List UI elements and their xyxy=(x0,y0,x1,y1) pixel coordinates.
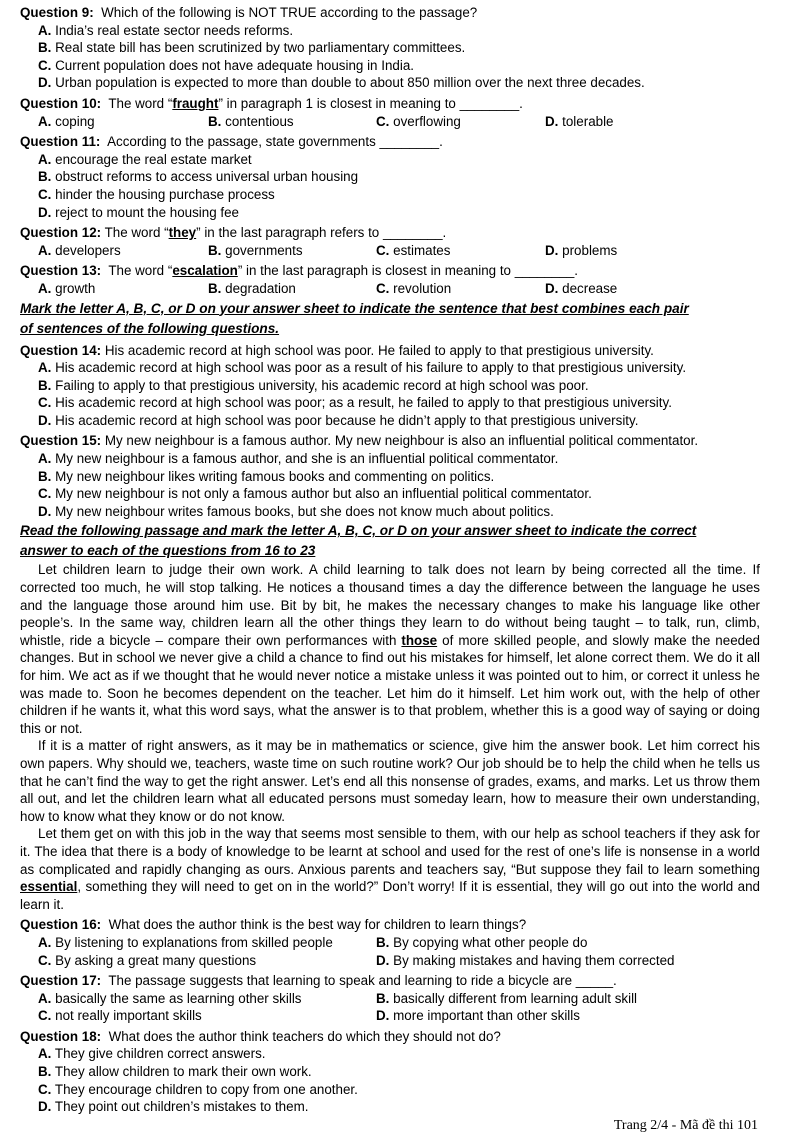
q14-option-d[interactable]: D. His academic record at high school was poor because he didn’t apply to that prestigious university. xyxy=(38,412,639,428)
q18-option-a[interactable]: A. They give children correct answers. xyxy=(38,1046,266,1062)
section-instruction-combine xyxy=(20,299,760,339)
q12-keyword: they xyxy=(168,225,197,241)
passage-paragraph-1: Let children learn to judge their own work. A child learning to talk does not learn by being corrected all the time. If corrected too much, he will stop talking. He notices a thousand times a day the difference between the language he uses and the language those around him use. Bit by bit, he makes the necessary changes to make his language like other people’s. In the same way, children learn all the other things they learn to do without being taught – to talk, run, climb, whistle, ride a bicycle – compare their own performances with those of more skilled people, and slowly make the needed changes. But in school we never give a child a chance to find out his mistakes for himself, let alone correct them. We do it all for him. We act as if we thought that he would never notice a mistake unless it was pointed out to him, or correct it unless he was made to. Soon he becomes dependent on the teacher. Let him do it himself. Let him work out, with the help of other children if he wants it, what this word says, what the answer is to that problem, whether this is a good way of saying or doing this or not. xyxy=(20,562,760,736)
q16-options-row-2 xyxy=(20,952,760,970)
q14-option-c[interactable]: C. His academic record at high school was poor; as a result, he failed to apply to that prestigious university. xyxy=(38,395,672,411)
q15-option-a[interactable]: A. My new neighbour is a famous author, and she is an influential political commentator. xyxy=(38,451,559,467)
page-footer: Trang 2/4 - Mã đề thi 101 xyxy=(613,1118,758,1133)
instruction-line-2: answer to each of the questions from 16 to 23 xyxy=(20,543,316,559)
q17-options-row-2 xyxy=(20,1007,760,1025)
q16-option-a[interactable]: A. By listening to explanations from skilled people xyxy=(38,934,333,950)
q17-option-c[interactable]: C. not really important skills xyxy=(38,1008,202,1024)
q18-option-d[interactable]: D. They point out children’s mistakes to them. xyxy=(38,1099,309,1115)
q18-option-b[interactable]: B. They allow children to mark their own work. xyxy=(38,1064,312,1080)
q13-option-a[interactable]: A. growth xyxy=(38,280,96,296)
q12-option-b[interactable]: B. governments xyxy=(208,242,303,258)
q10-option-a[interactable]: A. coping xyxy=(38,113,95,129)
q17-option-d[interactable]: D. more important than other skills xyxy=(376,1008,580,1024)
q10-option-c[interactable]: C. overflowing xyxy=(376,113,461,129)
q12-option-c[interactable]: C. estimates xyxy=(376,242,451,258)
q16-option-d[interactable]: D. By making mistakes and having them corrected xyxy=(376,952,675,968)
q16-option-c[interactable]: C. By asking a great many questions xyxy=(38,952,257,968)
section-instruction-reading xyxy=(20,521,760,561)
q15-option-c[interactable]: C. My new neighbour is not only a famous author but also an influential political commentator. xyxy=(38,486,592,502)
question-12-stem: Question 12: The word “they” in the last paragraph refers to ________. xyxy=(20,225,447,241)
question-13-stem: Question 13: The word “escalation” in the last paragraph is closest in meaning to ________. xyxy=(20,263,578,279)
q17-options-row-1 xyxy=(20,990,760,1008)
q9-option-a[interactable]: A. India’s real estate sector needs reforms. xyxy=(38,22,294,38)
question-18-stem: Question 18: What does the author think teachers do which they should not do? xyxy=(20,1028,501,1044)
question-14-stem: Question 14: His academic record at high school was poor. He failed to apply to that prestigious university. xyxy=(20,342,654,358)
q14-option-a[interactable]: A. His academic record at high school was poor as a result of his failure to apply to that prestigious university. xyxy=(38,360,687,376)
question-15-stem: Question 15: My new neighbour is a famous author. My new neighbour is also an influential political commentator. xyxy=(20,433,699,449)
q9-option-d[interactable]: D. Urban population is expected to more than double to about 850 million over the next three decades. xyxy=(38,75,645,91)
passage-paragraph-2: If it is a matter of right answers, as it may be in mathematics or science, give him the answer book. Let him correct his own papers. Why should we, teachers, waste time on such routine work? Our job should be to help the child when he tells us that he can’t find the way to get the right answer. Let’s end all this nonsense of grades, exams, and marks. Let us throw them all out, and let the children learn what all educated persons must someday learn, how to measure their own understanding, how to know what they know or do not know. xyxy=(20,738,760,824)
passage-paragraph-3: Let them get on with this job in the way that seems most sensible to them, with our help as school teachers if they ask for it. The idea that there is a body of knowledge to be learnt at school and used for the rest of one’s life is nonsense in a world as complicated and rapidly changing as ours. Anxious parents and teachers say, “But suppose they fail to learn something essential, something they will need to get on in the world?” Don’t worry! If it is essential, they will go out into the world and learn it. xyxy=(20,826,760,912)
question-16-stem: Question 16: What does the author think is the best way for children to learn things? xyxy=(20,917,527,933)
q11-option-c[interactable]: C. hinder the housing purchase process xyxy=(38,186,275,202)
instruction-line-2: of sentences of the following questions. xyxy=(20,320,280,336)
instruction-line-1: Mark the letter A, B, C, or D on your answer sheet to indicate the sentence that best combines each pair xyxy=(20,300,689,316)
passage-keyword-essential: essential xyxy=(20,879,78,895)
q10-keyword: fraught xyxy=(172,95,219,111)
q17-option-a[interactable]: A. basically the same as learning other skills xyxy=(38,990,302,1006)
q17-option-b[interactable]: B. basically different from learning adult skill xyxy=(376,990,638,1006)
q14-option-b[interactable]: B. Failing to apply to that prestigious university, his academic record at high school was poor. xyxy=(38,377,589,393)
exam-page xyxy=(20,4,760,1116)
question-11-stem: Question 11: According to the passage, state governments ________. xyxy=(20,134,443,150)
q10-option-d[interactable]: D. tolerable xyxy=(545,113,614,129)
q13-option-c[interactable]: C. revolution xyxy=(376,280,452,296)
q15-option-b[interactable]: B. My new neighbour likes writing famous books and commenting on politics. xyxy=(38,468,495,484)
q11-option-d[interactable]: D. reject to mount the housing fee xyxy=(38,204,240,220)
question-10-stem: Question 10: The word “fraught” in paragraph 1 is closest in meaning to ________. xyxy=(20,95,523,111)
q11-option-a[interactable]: A. encourage the real estate market xyxy=(38,151,252,167)
q18-option-c[interactable]: C. They encourage children to copy from one another. xyxy=(38,1081,358,1097)
q12-option-a[interactable]: A. developers xyxy=(38,242,121,258)
q13-option-b[interactable]: B. degradation xyxy=(208,280,296,296)
passage-keyword-those: those xyxy=(401,632,438,648)
q13-option-d[interactable]: D. decrease xyxy=(545,280,618,296)
q15-option-d[interactable]: D. My new neighbour writes famous books, but she does not know much about politics. xyxy=(38,503,554,519)
q16-option-b[interactable]: B. By copying what other people do xyxy=(376,934,588,950)
q9-option-b[interactable]: B. Real state bill has been scrutinized by two parliamentary committees. xyxy=(38,40,466,56)
question-9-stem: Question 9: Which of the following is NOT TRUE according to the passage? xyxy=(20,5,478,20)
q13-options xyxy=(20,280,760,298)
q12-options xyxy=(20,242,760,260)
q12-option-d[interactable]: D. problems xyxy=(545,242,618,258)
q16-options-row-1 xyxy=(20,934,760,952)
q13-keyword: escalation xyxy=(172,263,238,279)
q11-option-b[interactable]: B. obstruct reforms to access universal urban housing xyxy=(38,169,359,185)
instruction-line-1: Read the following passage and mark the letter A, B, C, or D on your answer sheet to indicate the correct xyxy=(20,523,697,539)
q10-options xyxy=(20,113,760,131)
q9-option-c[interactable]: C. Current population does not have adequate housing in India. xyxy=(38,57,414,73)
q10-option-b[interactable]: B. contentious xyxy=(208,113,294,129)
question-17-stem: Question 17: The passage suggests that learning to speak and learning to ride a bicycle are _____. xyxy=(20,973,617,989)
reading-passage xyxy=(20,561,760,913)
